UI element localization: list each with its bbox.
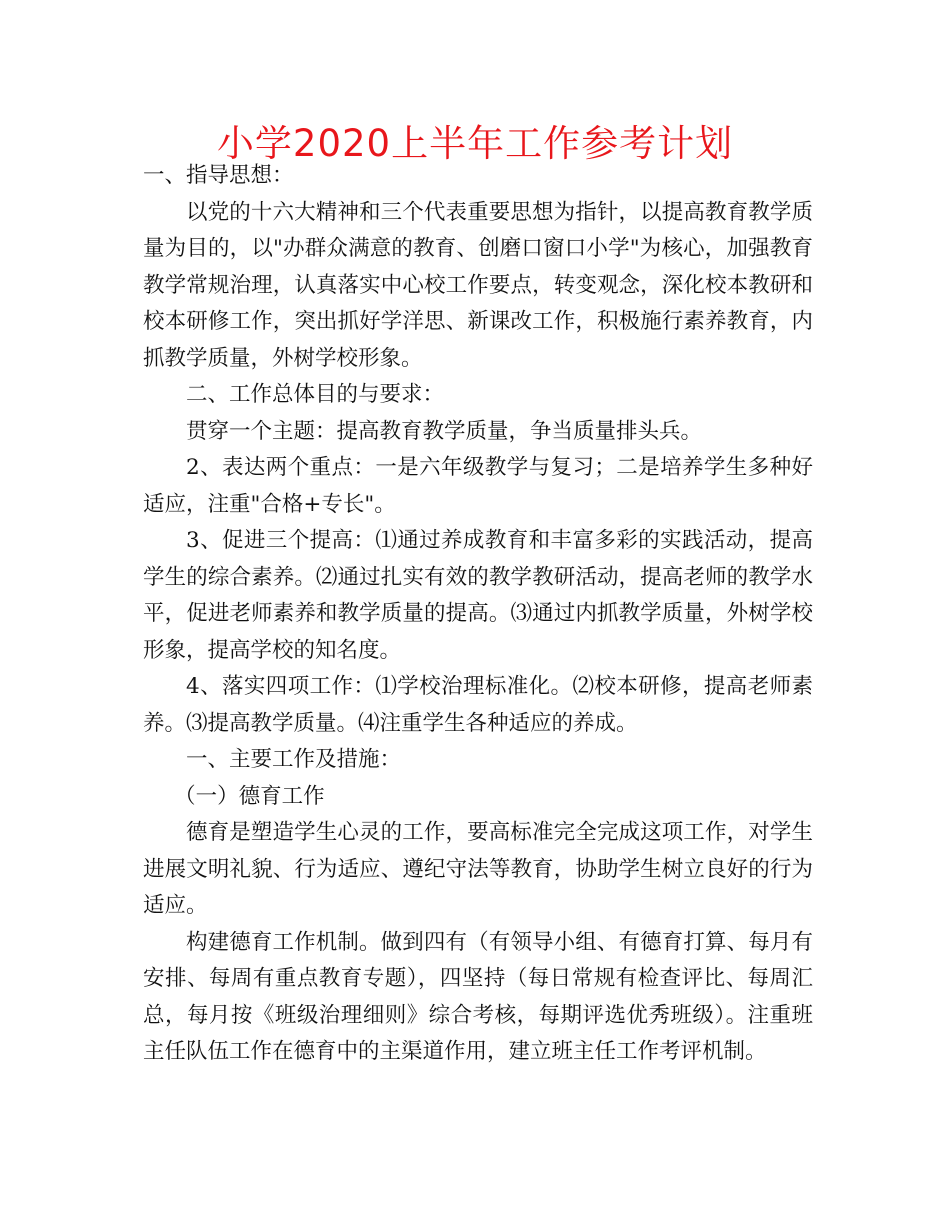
paragraph: 以党的十六大精神和三个代表重要思想为指针，以提高教育教学质量为目的，以"办群众满意的教育、创磨口窗口小学"为核心，加强教育教学常规治理，认真落实中心校工作要点，转变观念，深化校本教研和校本研修工作，突出抓好学洋思、新课改工作，积极施行素养教育，内抓教学质量，外树学校形象。 (143, 199, 813, 371)
paragraph: 3、促进三个提高：⑴通过养成教育和丰富多彩的实践活动，提高学生的综合素养。⑵通过扎实有效的教学教研活动，提高老师的教学水平，促进老师素养和教学质量的提高。⑶通过内抓教学质量，外树学校形象，提高学校的知名度。 (143, 528, 813, 663)
paragraph: （一）德育工作 (174, 783, 325, 809)
paragraph: 4、落实四项工作：⑴学校治理标准化。⑵校本研修，提高老师素养。⑶提高教学质量。⑷注重学生各种适应的养成。 (143, 674, 813, 736)
paragraph: 一、指导思想： (143, 163, 294, 188)
paragraph: 构建德育工作机制。做到四有（有领导小组、有德育打算、每月有安排、每周有重点教育专题），四坚持（每日常规有检查评比、每周汇总，每月按《班级治理细则》综合考核，每期评选优秀班级）。注重班主任队伍工作在德育中的主渠道作用，建立班主任工作考评机制。 (143, 929, 813, 1064)
paragraph: 一、主要工作及措施： (186, 747, 402, 772)
paragraph: 德育是塑造学生心灵的工作，要高标准完全完成这项工作，对学生进展文明礼貌、行为适应、遵纪守法等教育，协助学生树立良好的行为适应。 (143, 820, 813, 918)
document-body (143, 158, 813, 1071)
paragraph: 二、工作总体目的与要求： (186, 382, 445, 407)
paragraph: 2、表达两个重点：一是六年级教学与复习；二是培养学生多种好适应，注重"合格+专长"。 (143, 455, 813, 517)
paragraph: 贯穿一个主题：提高教育教学质量，争当质量排头兵。 (186, 418, 703, 444)
document-title: 小学2020上半年工作参考计划 (216, 122, 734, 165)
